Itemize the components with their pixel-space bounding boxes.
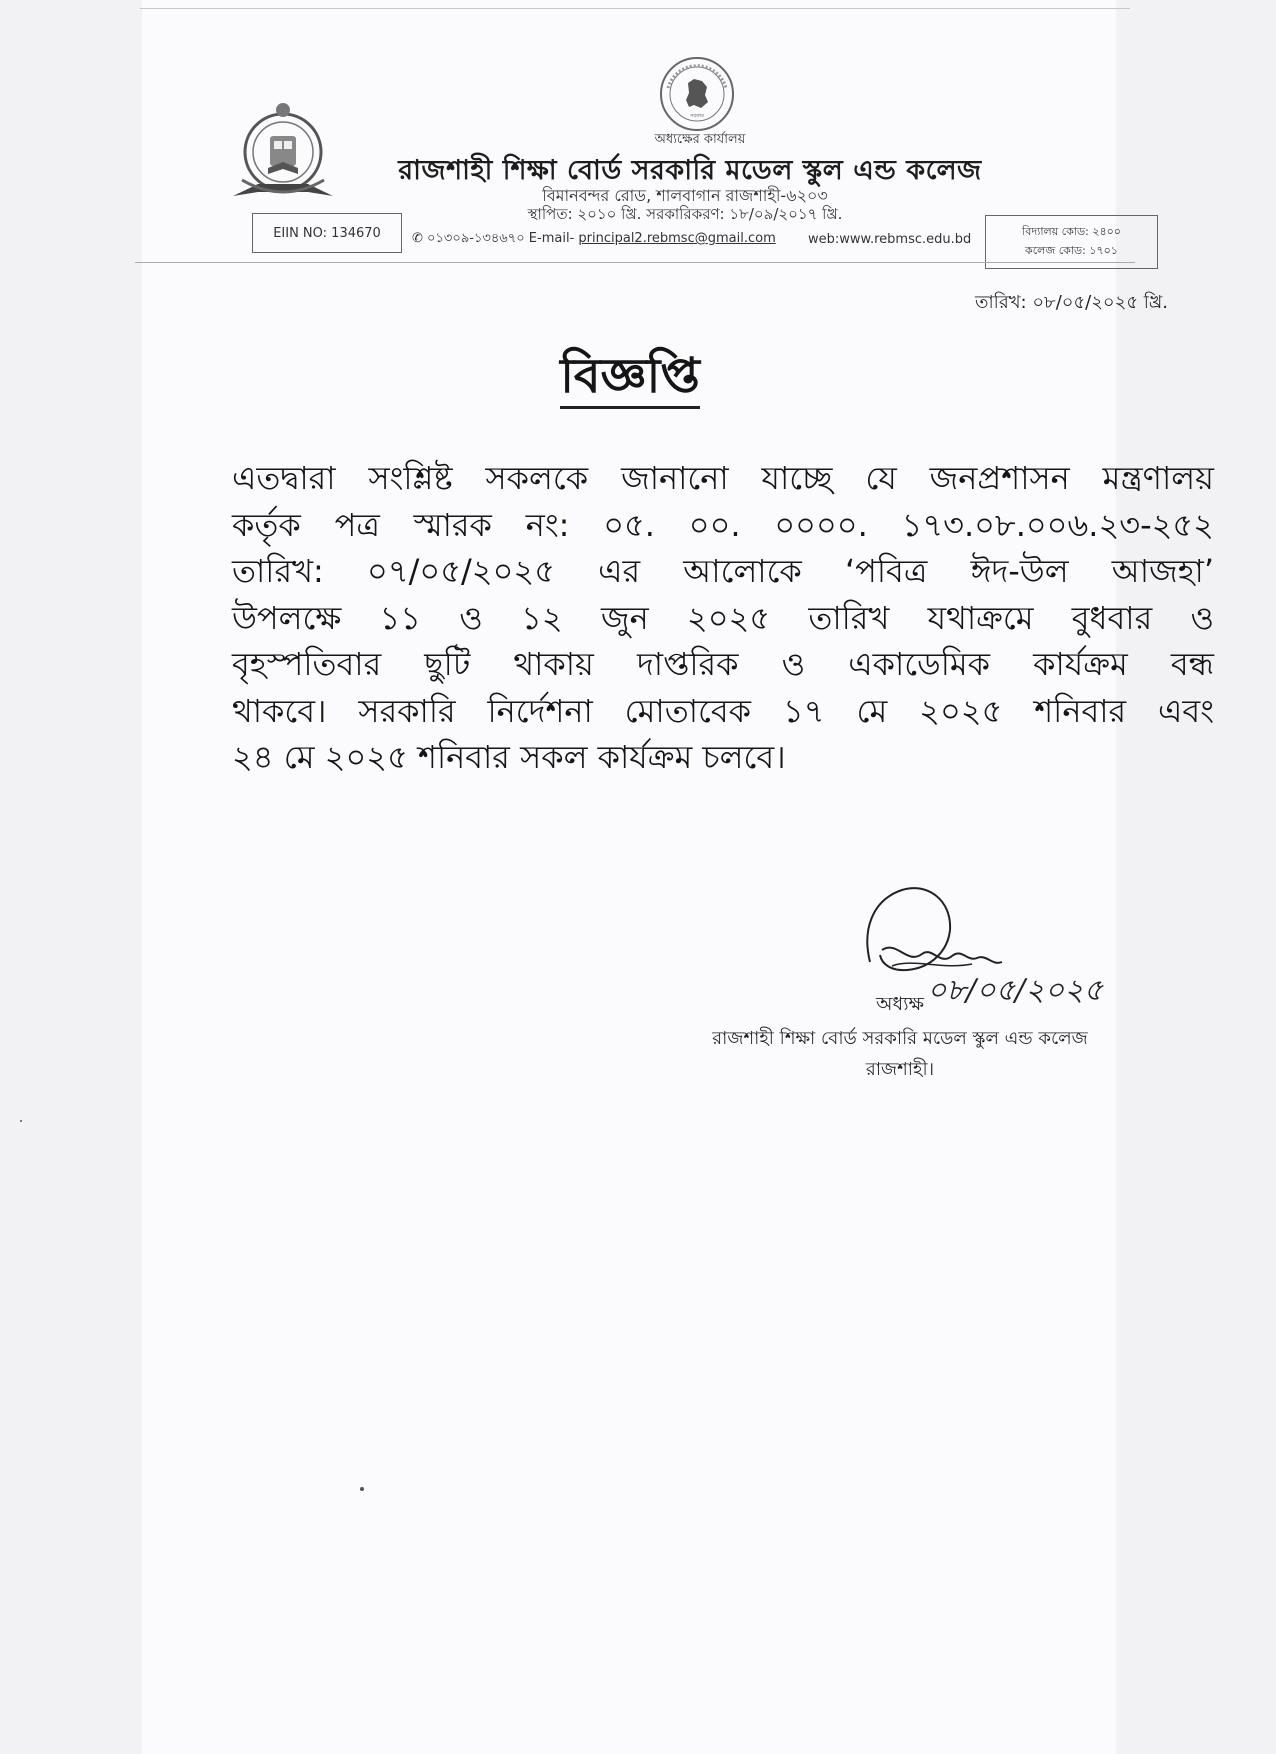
eiin-number: EIIN NO: 134670	[273, 225, 381, 241]
signature-date: ০৮/০৫/২০২৫	[927, 973, 1104, 1008]
government-seal-icon	[658, 55, 736, 133]
college-code: কলেজ কোড: ১৭০১	[1025, 244, 1118, 257]
body-line: কর্তৃক পত্র স্মারক নং: ০৫. ০০. ০০০০. ১৭৩.০৮.০০৬.২৩-২৫২	[232, 505, 1214, 544]
office-label: অধ্যক্ষের কার্যালয়	[654, 132, 746, 147]
body-line: থাকবে। সরকারি নির্দেশনা মোতাবেক ১৭ মে ২০২৫ শনিবার এবং	[232, 691, 1214, 730]
school-address: বিমানবন্দর রোড, শালবাগান রাজশাহী-৬২০৩	[542, 186, 828, 205]
phone-icon: ✆	[412, 231, 423, 246]
body-line: এতদ্বারা সংশ্লিষ্ট সকলকে জানানো যাচ্ছে যে জনপ্রশাসন মন্ত্রণালয়	[232, 459, 1214, 497]
email-address: principal2.rebmsc@gmail.com	[578, 231, 776, 246]
notice-title	[420, 340, 840, 419]
phone-number: ০১৩০৯-১৩৪৬৭০	[427, 231, 525, 246]
body-line: ২৪ মে ২০২৫ শনিবার সকল কার্যক্রম চলবে।	[232, 738, 786, 776]
school-logo-icon	[228, 96, 338, 212]
contact-line	[412, 229, 776, 250]
eiin-box	[252, 213, 402, 253]
body-line: তারিখ: ০৭/০৫/২০২৫ এর আলোকে ‘পবিত্র ঈদ-উল আজহা’	[232, 552, 1214, 590]
signatory-designation: অধ্যক্ষ	[875, 993, 924, 1015]
email-label: E-mail-	[528, 231, 575, 246]
scan-speck	[360, 1487, 364, 1491]
body-line: উপলক্ষে ১১ ও ১২ জুন ২০২৫ তারিখ যথাক্রমে বুধবার ও	[232, 598, 1214, 637]
header-divider	[135, 262, 1135, 263]
establishment-info: স্থাপিত: ২০১০ খ্রি. সরকারিকরণ: ১৮/০৯/২০১৭ খ্রি.	[527, 205, 843, 223]
notice-title-text: বিজ্ঞপ্তি	[560, 348, 700, 409]
body-line: বৃহস্পতিবার ছুটি থাকায় দাপ্তরিক ও একাডেমিক কার্যক্রম বন্ধ	[232, 645, 1214, 683]
notice-date: তারিখ: ০৮/০৫/২০২৫ খ্রি.	[974, 292, 1168, 313]
notice-body	[232, 455, 1214, 781]
svg-text:সরকার: সরকার	[690, 113, 704, 119]
institution-code-box	[985, 215, 1158, 269]
signatory-school: রাজশাহী শিক্ষা বোর্ড সরকারি মডেল স্কুল এন্ড কলেজ	[712, 1028, 1088, 1049]
school-name-heading: রাজশাহী শিক্ষা বোর্ড সরকারি মডেল স্কুল এন্ড কলেজ	[398, 155, 982, 186]
website: web:www.rebmsc.edu.bd	[808, 232, 972, 247]
school-code: বিদ্যালয় কোড: ২৪০০	[1022, 225, 1121, 239]
signatory-city: রাজশাহী।	[865, 1059, 935, 1080]
top-edge-line	[140, 8, 1130, 9]
scan-speck	[20, 1120, 22, 1122]
